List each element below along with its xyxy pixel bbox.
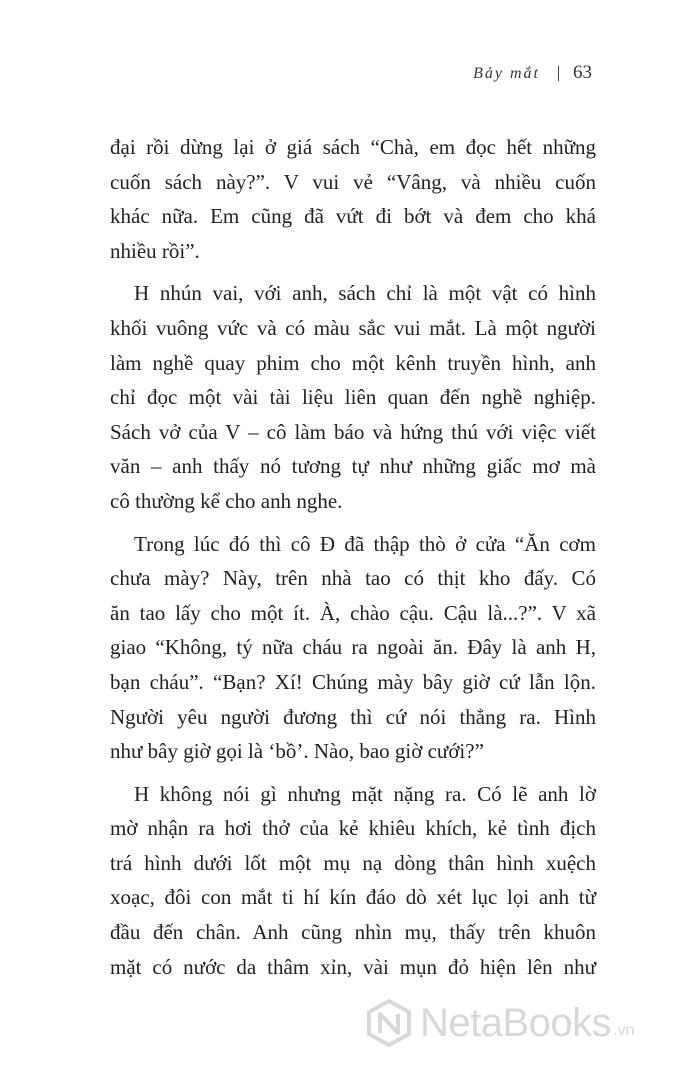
header-divider [558, 66, 559, 81]
text-line: mặt có nước da thâm xỉn, vài mụn đỏ hiện lên như [110, 954, 596, 979]
text-line: khác nữa. Em cũng đã vứt đi bớt và đem cho khá [110, 204, 596, 229]
text-line: xoạc, đôi con mắt ti hí kín đáo dò xét lục lọi anh từ [110, 885, 596, 910]
text-line: bạn cháu”. “Bạn? Xí! Chúng mày bây giờ cứ lẫn lộn. [110, 669, 596, 694]
text-line: như bây giờ gọi là ‘bồ’. Nào, bao giờ cưới?” [110, 739, 484, 764]
paragraph [110, 130, 596, 268]
chapter-title: Bảy mắt [473, 65, 540, 82]
netabooks-logo-icon [364, 998, 414, 1048]
text-line: chỉ đọc một vài tài liệu liên quan đến nghề nghiệp. [110, 385, 596, 410]
text-line: đại rồi dừng lại ở giá sách “Chà, em đọc hết những [110, 135, 596, 159]
text-line: cuốn sách này?”. V vui vẻ “Vâng, và nhiều cuốn [110, 169, 596, 194]
text-line: đầu đến chân. Anh cũng nhìn mụ, thấy trên khuôn [110, 920, 596, 945]
text-line: H không nói gì nhưng mặt nặng ra. Có lẽ anh lờ [134, 781, 596, 806]
watermark [364, 998, 635, 1048]
text-line: chưa mày? Này, trên nhà tao có thịt kho đấy. Có [110, 566, 596, 591]
text-line: H nhún vai, với anh, sách chỉ là một vật có hình [134, 281, 596, 306]
text-line: ăn tao lấy cho một ít. À, chào cậu. Cậu là...?”. V xã [110, 600, 596, 625]
text-line: nhiều rồi”. [110, 238, 200, 263]
text-line: cô thường kể cho anh nghe. [110, 488, 343, 513]
text-line: văn – anh thấy nó tương tự như những giấc mơ mà [110, 454, 596, 479]
page-number: 63 [573, 62, 592, 83]
text-line: Trong lúc đó thì cô Đ đã thập thò ở cửa “Ăn cơm [134, 531, 596, 556]
running-header [473, 62, 592, 84]
text-line: khối vuông vức và có màu sắc vui mắt. Là một người [110, 315, 596, 340]
watermark-brand: NetaBooks [420, 1000, 612, 1045]
paragraph [110, 276, 596, 518]
text-line: Sách vở của V – cô làm báo và hứng thú với việc viết [110, 419, 596, 444]
text-line: mờ nhận ra hơi thở của kẻ khiêu khích, kẻ tình địch [110, 816, 596, 841]
text-line: giao “Không, tý nữa cháu ra ngoài ăn. Đây là anh H, [110, 635, 596, 660]
paragraph [110, 777, 596, 985]
text-line: trá hình dưới lốt một mụ nạ dòng thân hình xuệch [110, 850, 596, 875]
text-line: làm nghề quay phim cho một kênh truyền hình, anh [110, 350, 596, 375]
paragraph [110, 527, 596, 769]
text-line: Người yêu người đương thì cứ nói thẳng ra. Hình [110, 704, 596, 729]
watermark-suffix: .vn [613, 1022, 635, 1039]
body-text [110, 130, 596, 992]
